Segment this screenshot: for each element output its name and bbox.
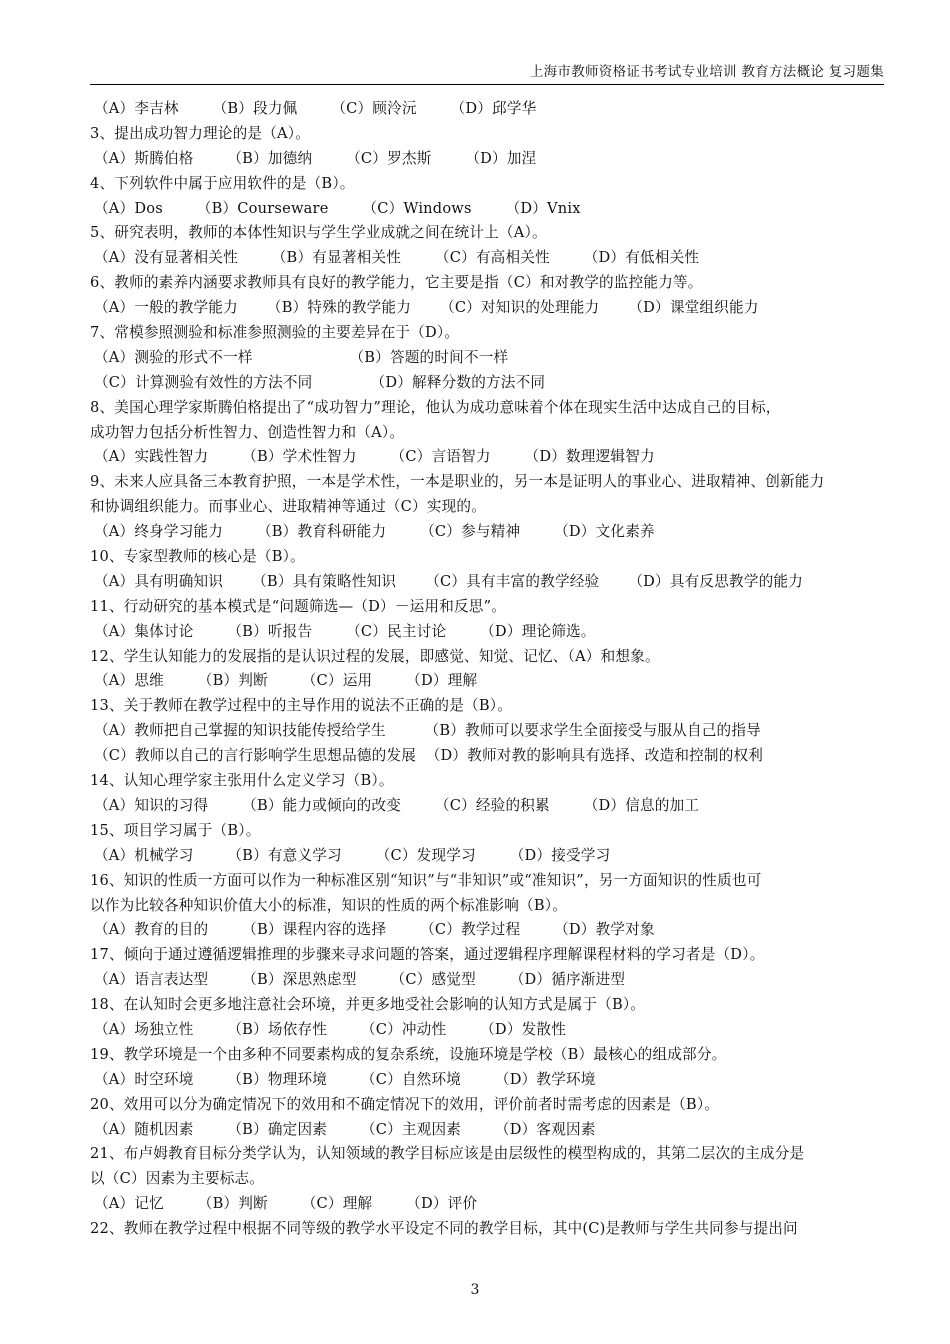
answer-options-line: （A）场独立性 （B）场依存性 （C）冲动性 （D）发散性 (94, 1020, 567, 1038)
answer-options-line: （C）计算测验有效性的方法不同 （D）解释分数的方法不同 (94, 373, 546, 391)
question-text-line: 成功智力包括分析性智力、创造性智力和（A）。 (90, 423, 405, 441)
question-text-line: 21、布卢姆教育目标分类学认为，认知领域的教学目标应该是由层级性的模型构成的，其第二层次的主成分是 (90, 1145, 805, 1163)
answer-options-line: （A）终身学习能力 （B）教育科研能力 （C）参与精神 （D）文化素养 (94, 523, 655, 541)
question-text-line: 16、知识的性质一方面可以作为一种标准区别“知识”与“非知识”或“准知识”，另一方面知识的性质也可 (90, 871, 762, 889)
header-title: 上海市教师资格证书考试专业培训 教育方法概论 复习题集 (529, 64, 884, 80)
question-text-line: 20、效用可以分为确定情况下的效用和不确定情况下的效用，评价前者时需考虑的因素是（B）。 (90, 1095, 720, 1113)
question-text-line: 17、倾向于通过遵循逻辑推理的步骤来寻求问题的答案，通过逻辑程序理解课程材料的学习者是（D）。 (90, 946, 765, 964)
answer-options-line: （A）Dos （B）Courseware （C）Windows （D）Vnix (94, 199, 581, 217)
question-text-line: 15、项目学习属于（B）。 (90, 821, 261, 839)
question-text-line: 11、行动研究的基本模式是“问题筛选—（D）－运用和反思”。 (90, 597, 507, 615)
page-number: 3 (470, 1282, 480, 1298)
question-text-line: 以（C）因素为主要标志。 (90, 1170, 265, 1188)
answer-options-line: （A）教师把自己掌握的知识技能传授给学生 （B）教师可以要求学生全面接受与服从自己的指导 (94, 722, 761, 740)
answer-options-line: （A）具有明确知识 （B）具有策略性知识 （C）具有丰富的教学经验 （D）具有反思教学的能力 (94, 572, 803, 590)
answer-options-line: （A）随机因素 （B）确定因素 （C）主观因素 （D）客观因素 (94, 1120, 596, 1138)
answer-options-line: （A）李吉林 （B）段力佩 （C）顾泠沅 （D）邱学华 (94, 100, 537, 117)
answer-options-line: （A）时空环境 （B）物理环境 （C）自然环境 （D）教学环境 (94, 1070, 596, 1088)
answer-options-line: （A）记忆 （B）判断 （C）理解 （D）评价 (94, 1195, 478, 1213)
question-text-line: 3、提出成功智力理论的是（A）。 (90, 124, 311, 142)
question-text-line: 8、美国心理学家斯腾伯格提出了“成功智力”理论，他认为成功意味着个体在现实生活中达成自己的目标， (90, 398, 781, 416)
question-text-line: 6、教师的素养内涵要求教师具有良好的教学能力，它主要是指（C）和对教学的监控能力等。 (90, 274, 703, 292)
question-text-line: 12、学生认知能力的发展指的是认识过程的发展，即感觉、知觉、记忆、（A）和想象。 (90, 647, 660, 665)
question-text-line: 以作为比较各种知识价值大小的标准，知识的性质的两个标准影响（B）。 (90, 896, 568, 914)
answer-options-line: （A）斯腾伯格 （B）加德纳 （C）罗杰斯 （D）加涅 (94, 149, 537, 167)
question-text-line: 19、教学环境是一个由多种不同要素构成的复杂系统，设施环境是学校（B）最核心的组成部分。 (90, 1045, 727, 1063)
question-text-line: 和协调组织能力。而事业心、进取精神等通过（C）实现的。 (90, 498, 487, 516)
question-text-line: 13、关于教师在教学过程中的主导作用的说法不正确的是（B）。 (90, 697, 513, 715)
question-text-line: 18、在认知时会更多地注意社会环境，并更多地受社会影响的认知方式是属于（B）。 (90, 996, 646, 1014)
question-text-line: 4、下列软件中属于应用软件的是（B）。 (90, 174, 355, 192)
question-text-line: 22、教师在教学过程中根据不同等级的教学水平设定不同的教学目标，其中(C)是教师与学生共同参与提出问 (90, 1220, 798, 1238)
answer-options-line: （A）测验的形式不一样 （B）答题的时间不一样 (94, 348, 509, 366)
answer-options-line: （A）一般的教学能力 （B）特殊的教学能力 （C）对知识的处理能力 （D）课堂组织能力 (94, 299, 759, 317)
page-header (90, 62, 884, 85)
answer-options-line: （A）没有显著相关性 （B）有显著相关性 （C）有高相关性 （D）有低相关性 (94, 249, 700, 267)
answer-options-line: （A）教育的目的 （B）课程内容的选择 （C）教学过程 （D）教学对象 (94, 921, 655, 939)
answer-options-line: （A）思维 （B）判断 （C）运用 （D）理解 (94, 672, 478, 690)
answer-options-line: （A）集体讨论 （B）听报告 （C）民主讨论 （D）理论筛选。 (94, 622, 596, 640)
answer-options-line: （A）机械学习 （B）有意义学习 （C）发现学习 （D）接受学习 (94, 846, 611, 864)
answer-options-line: （A）实践性智力 （B）学术性智力 （C）言语智力 （D）数理逻辑智力 (94, 448, 655, 466)
answer-options-line: （A）语言表达型 （B）深思熟虑型 （C）感觉型 （D）循序渐进型 (94, 971, 626, 989)
question-text-line: 14、认知心理学家主张用什么定义学习（B）。 (90, 772, 394, 790)
answer-options-line: （C）教师以自己的言行影响学生思想品德的发展 （D）教师对教的影响具有选择、改造和控制的权利 (94, 747, 764, 765)
question-text-line: 10、专家型教师的核心是（B）。 (90, 548, 305, 566)
answer-options-line: （A）知识的习得 （B）能力或倾向的改变 （C）经验的积累 （D）信息的加工 (94, 796, 700, 814)
question-text-line: 7、常模参照测验和标准参照测验的主要差异在于（D）。 (90, 324, 460, 342)
question-list (90, 97, 890, 1242)
question-text-line: 9、未来人应具备三本教育护照，一本是学术性，一本是职业的，另一本是证明人的事业心、进取精神、创新能力 (90, 473, 825, 491)
question-text-line: 5、研究表明，教师的本体性知识与学生学业成就之间在统计上（A）。 (90, 224, 547, 242)
